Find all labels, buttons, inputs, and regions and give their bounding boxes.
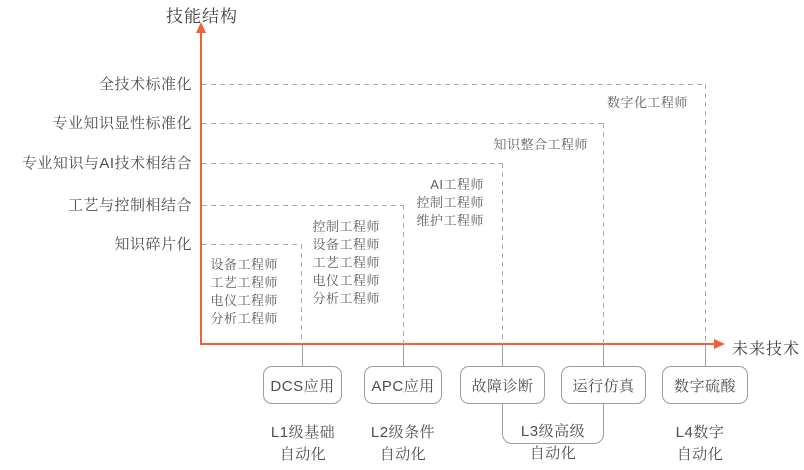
engineer-list-l3b [489,136,588,154]
connector-line-dcs [302,345,303,367]
engineer-item: AI工程师 [430,177,484,192]
connector-line-simulation [603,345,604,367]
tech-box-dcs: DCS应用 [263,366,342,404]
engineer-list-l4 [590,94,688,112]
skill-box-l4-top-edge [202,84,705,85]
level-label-l4 [655,422,745,466]
skill-box-l1-top-edge [202,244,301,245]
y-axis-label: 全技术标准化 [98,76,192,93]
engineer-list-l3a [394,176,484,230]
skill-box-l3b-top-edge [202,123,603,124]
engineer-item: 控制工程师 [416,195,484,210]
level-label-line: L2级条件 [370,424,436,441]
y-axis-label: 知识碎片化 [114,236,192,253]
connector-line-digital [705,345,706,367]
tech-box-operation-simulation: 运行仿真 [561,366,646,404]
skill-box-l3a-top-edge [202,163,502,164]
engineer-item: 控制工程师 [312,219,380,234]
tech-box-digital-sulfuric-acid: 数字硫酸 [662,366,748,404]
tech-box-fault-diagnosis: 故障诊断 [460,366,545,404]
level-label-l2 [358,422,448,466]
tech-box-apc: APC应用 [364,366,442,404]
x-axis-title: 未来技术 [732,341,801,358]
x-axis-line [200,343,718,345]
engineer-item: 数字化工程师 [606,95,688,110]
engineer-item: 设备工程师 [312,237,380,252]
engineer-item: 分析工程师 [312,291,380,306]
level-label-line: 自动化 [676,446,724,463]
level-label-line: L4数字 [675,424,725,441]
engineer-list-l1 [188,256,278,328]
engineer-item: 维护工程师 [416,213,484,228]
engineer-item: 电仪工程师 [210,293,278,308]
level-label-l1 [258,422,348,466]
engineer-item: 设备工程师 [210,257,278,272]
skill-box-l3a-right-edge [502,163,503,344]
level-label-line: L1级基础 [270,424,336,441]
level-label-line: 自动化 [379,446,427,463]
y-axis-label: 专业知识显性标准化 [52,115,192,132]
y-axis-title: 技能结构 [166,7,238,26]
connector-line-fault [502,345,503,367]
engineer-item: 电仪工程师 [312,273,380,288]
connector-line-apc [403,345,404,367]
engineer-item: 分析工程师 [210,311,278,326]
engineer-list-l2 [290,218,380,308]
skill-box-l2-top-edge [202,205,403,206]
level-label-line: 自动化 [529,445,577,462]
level-label-line: 自动化 [279,446,327,463]
y-axis-label: 专业知识与AI技术相结合 [21,155,192,172]
level-label-line: L3级高级 [520,423,586,440]
skill-box-l3b-right-edge [603,123,604,344]
engineer-item: 工艺工程师 [210,275,278,290]
engineer-item: 工艺工程师 [312,255,380,270]
engineer-item: 知识整合工程师 [493,137,588,152]
level-label-l3 [508,421,598,465]
x-axis-arrow-icon [714,339,725,349]
skill-box-l4-right-edge [705,84,706,344]
y-axis-label: 工艺与控制相结合 [67,197,192,214]
